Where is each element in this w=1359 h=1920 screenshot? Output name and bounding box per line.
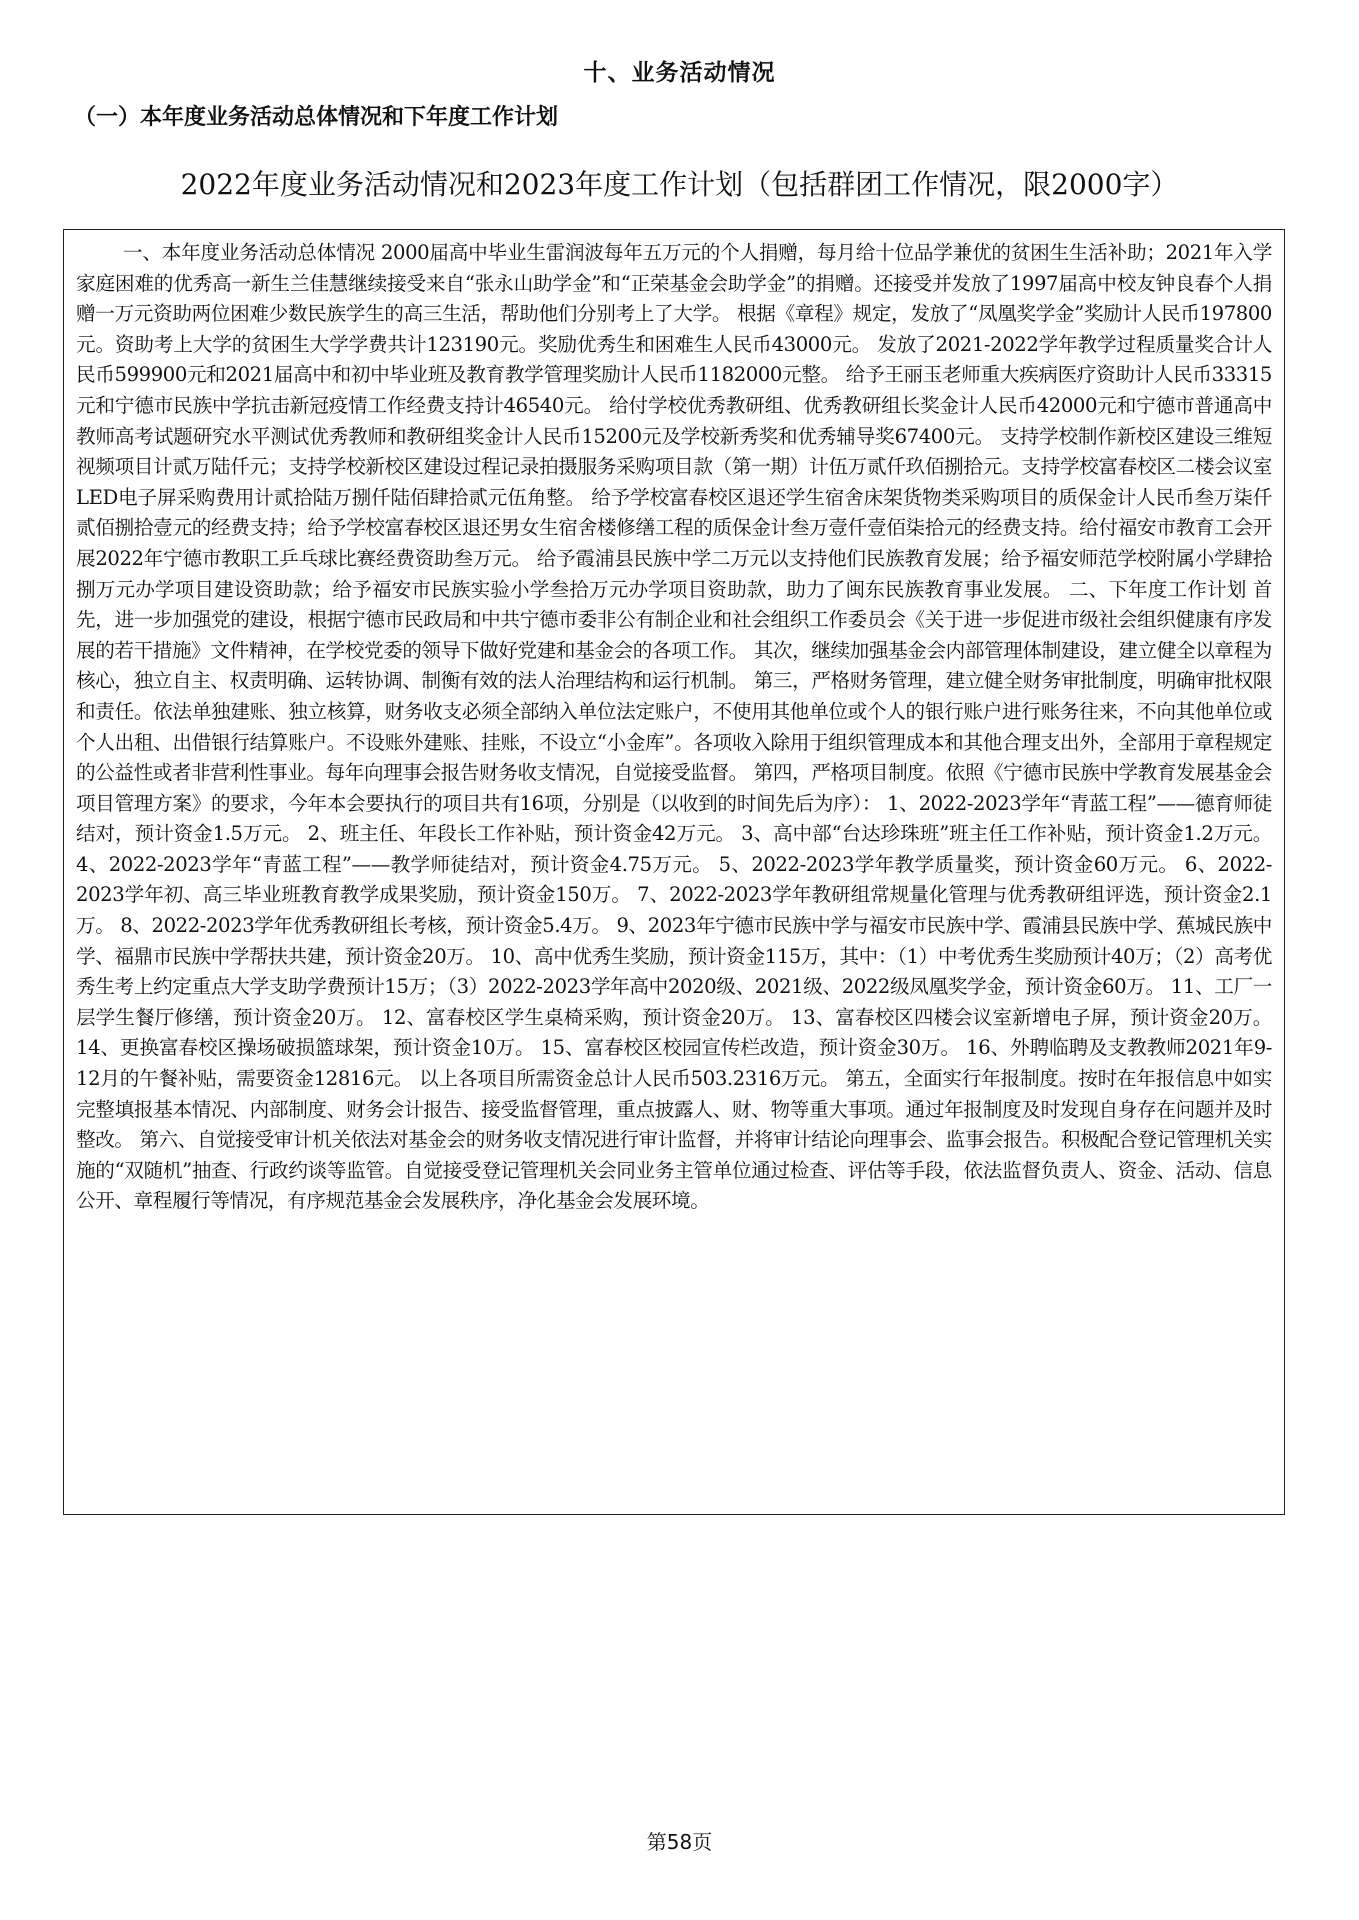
content-box [63,229,1285,1515]
page-number: 第58页 [646,1830,713,1854]
section-title: 十、业务活动情况 [583,60,776,86]
subsection-title: （一）本年度业务活动总体情况和下年度工作计划 [74,105,559,130]
activity-report-text: 一、本年度业务活动总体情况 2000届高中毕业生雷润波每年五万元的个人捐赠，每月给十位品学兼优的贫困生生活补助；2021年入学家庭困难的优秀高一新生兰佳慧继续接受来自“张永山助学金”和“正荣基金会助学金”的捐赠。还接受并发放了1997届高中校友钟良春个人捐赠一万元资助两位困难少数民族学生的高三生活，帮助他们分别考上了大学。 根据《章程》规定，发放了“凤凰奖学金”奖励计人民币197800元。资助考上大学的贫困生大学学费共计123190元。奖励优秀生和困难生人民币43000元。 发放了2021-2022学年教学过程质量奖合计人民币599900元和2021届高中和初中毕业班及教育教学管理奖励计人民币1182000元整。 给予王丽玉老师重大疾病医疗资助计人民币33315元和宁德市民族中学抗击新冠疫情工作经费支持计46540元。 给付学校优秀教研组、优秀教研组长奖金计人民币42000元和宁德市普通高中教师高考试题研究水平测试优秀教师和教研组奖金计人民币15200元及学校新秀奖和优秀辅导奖67400元。 支持学校制作新校区建设三维短视频项目计贰万陆仟元；支持学校新校区建设过程记录拍摄服务采购项目款（第一期）计伍万贰仟玖佰捌拾元。支持学校富春校区二楼会议室LED电子屏采购费用计贰拾陆万捌仟陆佰肆拾贰元伍角整。 给予学校富春校区退还学生宿舍床架货物类采购项目的质保金计人民币叁万柒仟贰佰捌拾壹元的经费支持；给予学校富春校区退还男女生宿舍楼修缮工程的质保金计叁万壹仟壹佰柒拾元的经费支持。给付福安市教育工会开展2022年宁德市教职工乒乓球比赛经费资助叁万元。 给予霞浦县民族中学二万元以支持他们民族教育发展；给予福安师范学校附属小学肆拾捌万元办学项目建设资助款；给予福安市民族实验小学叁拾万元办学项目资助款，助力了闽东民族教育事业发展。 二、下年度工作计划 首先，进一步加强党的建设，根据宁德市民政局和中共宁德市委非公有制企业和社会组织工作委员会《关于进一步促进市级社会组织健康有序发展的若干措施》文件精神，在学校党委的领导下做好党建和基金会的各项工作。 其次，继续加强基金会内部管理体制建设，建立健全以章程为核心，独立自主、权责明确、运转协调、制衡有效的法人治理结构和运行机制。 第三，严格财务管理，建立健全财务审批制度，明确审批权限和责任。依法单独建账、独立核算，财务收支必须全部纳入单位法定账户，不使用其他单位或个人的银行账户进行账务往来，不向其他单位或个人出租、出借银行结算账户。不设账外建账、挂账，不设立“小金库”。各项收入除用于组织管理成本和其他合理支出外，全部用于章程规定的公益性或者非营利性事业。每年向理事会报告财务收支情况，自觉接受监督。 第四，严格项目制度。依照《宁德市民族中学教育发展基金会项目管理方案》的要求，今年本会要执行的项目共有16项，分别是（以收到的时间先后为序）： 1、2022-2023学年“青蓝工程”——德育师徒结对，预计资金1.5万元。 2、班主任、年段长工作补贴，预计资金42万元。 3、高中部“台达珍珠班”班主任工作补贴，预计资金1.2万元。 4、2022-2023学年“青蓝工程”——教学师徒结对，预计资金4.75万元。 5、2022-2023学年教学质量奖，预计资金60万元。 6、2022-2023学年初、高三毕业班教育教学成果奖励，预计资金150万。 7、2022-2023学年教研组常规量化管理与优秀教研组评选，预计资金2.1万。 8、2022-2023学年优秀教研组长考核，预计资金5.4万。 9、2023年宁德市民族中学与福安市民族中学、霞浦县民族中学、蕉城民族中学、福鼎市民族中学帮扶共建，预计资金20万。 10、高中优秀生奖励，预计资金115万，其中：（1）中考优秀生奖励预计40万；（2）高考优秀生考上约定重点大学支助学费预计15万；（3）2022-2023学年高中2020级、2021级、2022级凤凰奖学金，预计资金60万。 11、工厂一层学生餐厅修缮，预计资金20万。 12、富春校区学生桌椅采购，预计资金20万。 13、富春校区四楼会议室新增电子屏，预计资金20万。 14、更换富春校区操场破损篮球架，预计资金10万。 15、富春校区校园宣传栏改造，预计资金30万。 16、外聘临聘及支教教师2021年9-12月的午餐补贴，需要资金12816元。 以上各项目所需资金总计人民币503.2316万元。 第五，全面实行年报制度。按时在年报信息中如实完整填报基本情况、内部制度、财务会计报告、接受监督管理，重点披露人、财、物等重大事项。通过年报制度及时发现自身存在问题并及时整改。 第六、自觉接受审计机关依法对基金会的财务收支情况进行审计监督，并将审计结论向理事会、监事会报告。积极配合登记管理机关实施的“双随机”抽查、行政约谈等监管。自觉接受登记管理机关会同业务主管单位通过检查、评估等手段，依法监督负责人、资金、活动、信息公开、章程履行等情况，有序规范基金会发展秩序，净化基金会发展环境。 [76,241,1272,1213]
form-heading: 2022年度业务活动情况和2023年度工作计划（包括群团工作情况，限2000字） [180,168,1179,201]
